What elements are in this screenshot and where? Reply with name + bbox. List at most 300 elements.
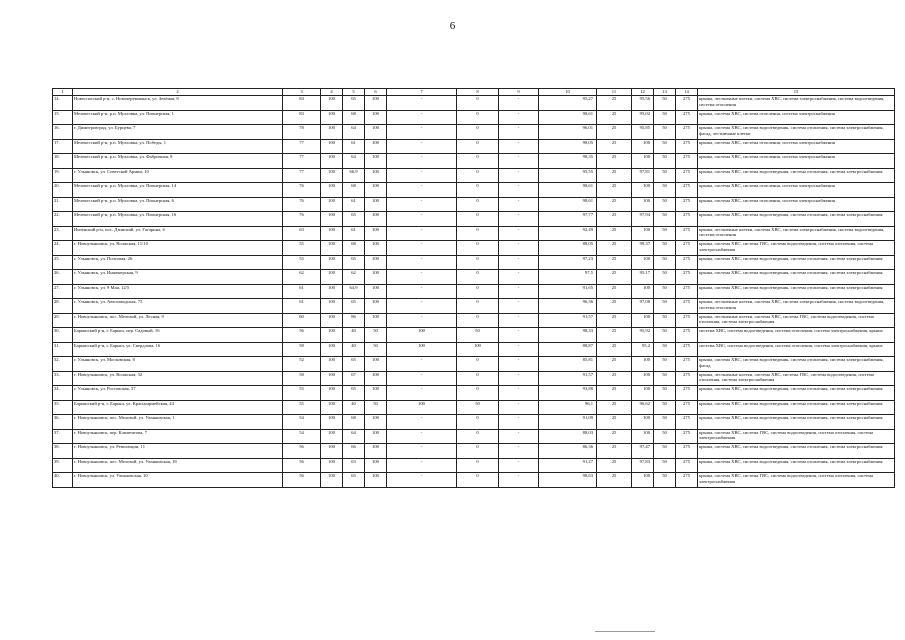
table-cell: 100 <box>365 386 387 401</box>
table-cell: 275 <box>676 299 698 314</box>
table-cell: 91,27 <box>539 458 597 473</box>
table-cell: 0 <box>457 168 499 183</box>
table-cell: 100 <box>632 473 654 488</box>
table-cell: 100 <box>321 284 343 299</box>
table-cell: 65 <box>343 386 365 401</box>
table-cell: 100 <box>321 255 343 270</box>
table-cell: 100 <box>365 168 387 183</box>
table-cell: 100 <box>632 226 654 241</box>
table-cell: 0 <box>457 183 499 198</box>
table-cell: 50 <box>654 429 676 444</box>
table-cell: 100 <box>387 342 457 357</box>
table-cell: - <box>387 415 457 430</box>
table-cell: 50 <box>654 299 676 314</box>
table-cell: - <box>499 444 539 459</box>
table-cell: 62 <box>283 270 321 285</box>
table-cell: 100 <box>321 270 343 285</box>
table-cell: г. Ульяновск, ул. Инженерская, 9 <box>73 270 283 285</box>
table-cell: 50 <box>654 386 676 401</box>
table-cell: 88,87 <box>539 342 597 357</box>
table-cell: 55 <box>283 241 321 256</box>
table-cell: 275 <box>676 386 698 401</box>
table-cell: 65 <box>343 212 365 227</box>
table-cell: 17. <box>53 139 73 154</box>
header-cell: 9 <box>499 89 539 96</box>
table-cell: 100 <box>365 197 387 212</box>
table-cell: 65 <box>343 96 365 111</box>
table-cell: 95,55 <box>539 168 597 183</box>
header-cell: 10 <box>539 89 597 96</box>
main-table-wrapper <box>52 88 894 488</box>
table-cell: г. Ульяновск, ул. Ростовская, 57 <box>73 386 283 401</box>
table-cell: 95,85 <box>632 125 654 140</box>
table-cell: 77 <box>283 139 321 154</box>
table-cell: - <box>499 429 539 444</box>
table-cell: 98,61 <box>539 183 597 198</box>
table-cell: 50 <box>654 415 676 430</box>
table-cell: крыша, система ХВС, система отопления, система электроснабжения <box>698 197 895 212</box>
table-cell: 50 <box>654 328 676 343</box>
table-cell: - <box>499 313 539 328</box>
table-cell: 37. <box>53 429 73 444</box>
table-cell: 91,65 <box>539 284 597 299</box>
table-cell: 0 <box>457 458 499 473</box>
table-cell: 0 <box>457 212 499 227</box>
header-cell: 14 <box>676 89 698 96</box>
table-row <box>53 255 895 270</box>
table-cell: 100 <box>632 139 654 154</box>
table-row <box>53 96 895 111</box>
table-cell: 275 <box>676 400 698 415</box>
table-cell: крыша, система ХВС, система водоотведения, система отопления, система электроснабжения <box>698 212 895 227</box>
table-cell: 50 <box>365 400 387 415</box>
header-cell: 1 <box>53 89 73 96</box>
table-cell: Барышский р-н, г. Барыш, ул. Красноармейская, 44 <box>73 400 283 415</box>
table-row <box>53 386 895 401</box>
table-cell: 98,63 <box>539 473 597 488</box>
table-cell: г. Димитровград, ул. Бурцева, 7 <box>73 125 283 140</box>
table-cell: 25 <box>597 429 632 444</box>
table-cell: - <box>499 371 539 386</box>
table-row <box>53 444 895 459</box>
table-cell: 0 <box>457 444 499 459</box>
table-cell: 100 <box>365 110 387 125</box>
table-cell: 96,1 <box>539 400 597 415</box>
table-cell: 56 <box>283 473 321 488</box>
table-cell: 100 <box>632 255 654 270</box>
table-row <box>53 371 895 386</box>
table-cell: 100 <box>365 183 387 198</box>
table-cell: 25 <box>597 96 632 111</box>
table-cell: крыша, система ХВС, система отопления, система электроснабжения <box>698 154 895 169</box>
table-row <box>53 212 895 227</box>
table-cell: 25 <box>597 328 632 343</box>
table-cell: 275 <box>676 226 698 241</box>
table-cell: крыша, система ХВС, система водоотведения, система отопления, система электроснабжения <box>698 415 895 430</box>
table-cell: система ХВС, система водоотведения, система отопления, система электроснабжения, крыша <box>698 328 895 343</box>
table-cell: 50 <box>654 444 676 459</box>
table-cell: 100 <box>365 458 387 473</box>
table-cell: 275 <box>676 154 698 169</box>
table-cell: крыша, система ХВС, система отопления, система электроснабжения <box>698 183 895 198</box>
table-cell: 100 <box>321 125 343 140</box>
table-cell: - <box>387 255 457 270</box>
table-cell: 50 <box>654 96 676 111</box>
table-cell: 100 <box>321 212 343 227</box>
table-cell: 40 <box>343 328 365 343</box>
table-cell: 50 <box>654 154 676 169</box>
table-cell: 25 <box>597 313 632 328</box>
table-cell: 26. <box>53 270 73 285</box>
table-cell: 100 <box>321 371 343 386</box>
table-cell: 50 <box>654 473 676 488</box>
table-cell: - <box>387 444 457 459</box>
scan-mark <box>595 631 655 632</box>
table-cell: 58 <box>283 371 321 386</box>
header-cell: 11 <box>597 89 632 96</box>
table-cell: 97,83 <box>632 458 654 473</box>
table-cell: 100 <box>365 313 387 328</box>
table-cell: 98,61 <box>539 110 597 125</box>
table-cell: 100 <box>632 154 654 169</box>
table-cell: 100 <box>321 299 343 314</box>
header-cell: 5 <box>343 89 365 96</box>
table-cell: крыша, система ХВС, система водоотведения, система отопления, система электроснабжения <box>698 270 895 285</box>
table-cell: 25 <box>597 342 632 357</box>
table-cell: 100 <box>632 386 654 401</box>
table-cell: 100 <box>365 284 387 299</box>
table-cell: - <box>387 357 457 372</box>
table-cell: 0 <box>457 197 499 212</box>
table-cell: - <box>387 473 457 488</box>
table-cell: Инзенский р-н, пос. Дзинский, ул. Гагарина, 4 <box>73 226 283 241</box>
table-cell: - <box>387 154 457 169</box>
table-cell: - <box>499 299 539 314</box>
table-cell: 25 <box>597 458 632 473</box>
table-cell: 88,03 <box>539 429 597 444</box>
table-cell: 38. <box>53 444 73 459</box>
table-cell: - <box>499 270 539 285</box>
table-cell: 275 <box>676 197 698 212</box>
table-cell: 29. <box>53 313 73 328</box>
table-cell: 100 <box>321 400 343 415</box>
table-cell: 30. <box>53 328 73 343</box>
table-cell: 275 <box>676 357 698 372</box>
table-cell: 40 <box>343 400 365 415</box>
table-cell: - <box>387 284 457 299</box>
table-cell: крыша, система ХВС, система водоотведения, система отопления, система электроснабжения <box>698 168 895 183</box>
table-cell: 275 <box>676 96 698 111</box>
table-cell: - <box>499 168 539 183</box>
table-cell: 77 <box>283 168 321 183</box>
table-row <box>53 270 895 285</box>
table-cell: 275 <box>676 255 698 270</box>
table-cell: 50 <box>654 255 676 270</box>
table-cell: - <box>387 168 457 183</box>
table-cell: 0 <box>457 125 499 140</box>
table-cell: 25 <box>597 386 632 401</box>
table-cell: г. Ульяновск, ул. Автозаводская, 75 <box>73 299 283 314</box>
table-cell: 19. <box>53 168 73 183</box>
table-cell: 0 <box>457 154 499 169</box>
header-cell: 2 <box>73 89 283 96</box>
table-cell: крыша, лестничные клетки, система ХВС, система электроснабжения, система водоотведения, система отопления <box>698 96 895 111</box>
table-cell: крыша, система ХВС, система водоотведения, система отопления, система электроснабжения, фасад, лестничные клетки <box>698 125 895 140</box>
table-cell: 0 <box>457 226 499 241</box>
table-cell: - <box>499 255 539 270</box>
table-cell: 61 <box>343 226 365 241</box>
table-cell: 86 <box>343 313 365 328</box>
table-cell: 56 <box>283 458 321 473</box>
table-cell: 66,9 <box>343 168 365 183</box>
table-cell: - <box>387 386 457 401</box>
header-cell: 12 <box>632 89 654 96</box>
table-cell: 65 <box>343 357 365 372</box>
table-cell: 40. <box>53 473 73 488</box>
table-cell: 95,2 <box>632 342 654 357</box>
table-cell: Мелекесский р-н, р.п. Мулловка, ул. Победы, 1 <box>73 139 283 154</box>
table-cell: 100 <box>321 154 343 169</box>
table-cell: 33. <box>53 371 73 386</box>
table-cell: Мелекесский р-н, р.п. Мулловка, ул. Пионерская, 14 <box>73 183 283 198</box>
table-cell: 100 <box>365 139 387 154</box>
table-cell: 23. <box>53 226 73 241</box>
table-cell: 25 <box>597 255 632 270</box>
table-cell: 100 <box>632 197 654 212</box>
table-cell: 100 <box>321 415 343 430</box>
table-cell: 68 <box>343 110 365 125</box>
table-cell: 100 <box>365 357 387 372</box>
table-cell: 275 <box>676 429 698 444</box>
table-row <box>53 328 895 343</box>
table-cell: 98,05 <box>539 139 597 154</box>
table-cell: 100 <box>321 357 343 372</box>
table-row <box>53 473 895 488</box>
table-cell: 100 <box>365 241 387 256</box>
table-cell: - <box>387 371 457 386</box>
table-cell: - <box>387 183 457 198</box>
table-cell: 78 <box>283 125 321 140</box>
table-cell: 0 <box>457 299 499 314</box>
table-cell: 64 <box>343 154 365 169</box>
table-cell: 25 <box>597 473 632 488</box>
table-cell: 0 <box>457 255 499 270</box>
table-cell: 65 <box>343 255 365 270</box>
table-cell: 25 <box>597 444 632 459</box>
table-cell: 100 <box>321 183 343 198</box>
table-cell: 100 <box>632 371 654 386</box>
table-cell: 50 <box>654 241 676 256</box>
table-body <box>53 96 895 488</box>
table-cell: 52 <box>283 357 321 372</box>
table-cell: 27. <box>53 284 73 299</box>
table-cell: 100 <box>632 313 654 328</box>
table-row <box>53 197 895 212</box>
table-cell: крыша, система ХВС, система водоотведения, система отопления, система электроснабжения <box>698 386 895 401</box>
table-cell: - <box>499 241 539 256</box>
table-cell: 95,27 <box>539 96 597 111</box>
table-cell: крыша, система ХВС, система водоотведения, система отопления, система электроснабжения <box>698 284 895 299</box>
table-cell: 0 <box>457 96 499 111</box>
table-cell: крыша, система ХВС, система водоотведения, система отопления, система электроснабжения <box>698 400 895 415</box>
table-cell: 100 <box>632 284 654 299</box>
table-cell: 50 <box>654 183 676 198</box>
table-cell: 97,08 <box>632 299 654 314</box>
header-cell: 7 <box>387 89 457 96</box>
table-cell: - <box>387 429 457 444</box>
table-row <box>53 168 895 183</box>
table-cell: 100 <box>321 226 343 241</box>
table-cell: г. Ульяновск, ул. Московская, 8 <box>73 357 283 372</box>
table-cell: 56 <box>283 444 321 459</box>
table-cell: 76 <box>283 197 321 212</box>
table-cell: 95,92 <box>632 328 654 343</box>
table-cell: - <box>499 342 539 357</box>
table-cell: 54 <box>283 429 321 444</box>
table-row <box>53 110 895 125</box>
table-cell: Барышский р-н, г. Барыш, пер. Садовый, 16 <box>73 328 283 343</box>
header-cell: 15 <box>698 89 895 96</box>
table-cell: 61 <box>343 197 365 212</box>
table-cell: 91,09 <box>539 415 597 430</box>
table-cell: 24. <box>53 241 73 256</box>
table-cell: 0 <box>457 139 499 154</box>
table-cell: 32. <box>53 357 73 372</box>
table-cell: 100 <box>321 444 343 459</box>
table-cell: 25 <box>597 357 632 372</box>
table-cell: 64 <box>343 125 365 140</box>
table-row <box>53 154 895 169</box>
table-cell: - <box>499 357 539 372</box>
table-cell: 55 <box>283 400 321 415</box>
table-cell: 100 <box>365 473 387 488</box>
table-cell: 0 <box>457 270 499 285</box>
table-cell: 34. <box>53 386 73 401</box>
header-cell: 6 <box>365 89 387 96</box>
table-cell: 18. <box>53 154 73 169</box>
table-cell: 100 <box>365 371 387 386</box>
table-cell: 91,57 <box>539 313 597 328</box>
table-cell: 98,35 <box>539 154 597 169</box>
table-cell: 275 <box>676 415 698 430</box>
table-row <box>53 429 895 444</box>
table-cell: 92,49 <box>539 226 597 241</box>
table-cell: г. Ульяновск, ул. Советской Армии, 10 <box>73 168 283 183</box>
table-cell: - <box>387 226 457 241</box>
table-cell: - <box>499 125 539 140</box>
table-cell: 35. <box>53 400 73 415</box>
table-cell: крыша, система ХВС, система водоотведения, система отопления, система электроснабжения <box>698 458 895 473</box>
table-cell: 77 <box>283 154 321 169</box>
table-cell: - <box>499 154 539 169</box>
table-cell: 100 <box>457 342 499 357</box>
table-cell: 61 <box>283 299 321 314</box>
table-cell: 50 <box>654 125 676 140</box>
table-cell: 36. <box>53 415 73 430</box>
header-cell: 3 <box>283 89 321 96</box>
table-cell: 39. <box>53 458 73 473</box>
table-cell: 93,88 <box>539 386 597 401</box>
table-cell: 98,33 <box>539 328 597 343</box>
table-cell: 275 <box>676 444 698 459</box>
table-cell: 100 <box>365 255 387 270</box>
table-cell: 100 <box>321 139 343 154</box>
table-cell: 63 <box>283 226 321 241</box>
table-cell: 25 <box>597 270 632 285</box>
table-cell: - <box>387 458 457 473</box>
table-row <box>53 313 895 328</box>
table-cell: - <box>387 241 457 256</box>
table-cell: 100 <box>321 473 343 488</box>
table-cell: 0 <box>457 429 499 444</box>
table-cell: 25 <box>597 400 632 415</box>
table-cell: 50 <box>654 110 676 125</box>
table-cell: 31. <box>53 342 73 357</box>
table-cell: 0 <box>457 386 499 401</box>
table-cell: 84 <box>283 96 321 111</box>
table-cell: 28. <box>53 299 73 314</box>
table-cell: 100 <box>365 444 387 459</box>
table-cell: 50 <box>654 284 676 299</box>
table-cell: 0 <box>457 110 499 125</box>
table-cell: - <box>387 197 457 212</box>
table-cell: 91,57 <box>539 371 597 386</box>
table-cell: 86,36 <box>539 444 597 459</box>
table-cell: 275 <box>676 241 698 256</box>
table-cell: Новоспасский р-н, с. Новочеремшанск, ул. Зелёная, 8 <box>73 96 283 111</box>
table-cell: крыша, система ХВС, система отопления, система электроснабжения <box>698 139 895 154</box>
table-cell: 275 <box>676 328 698 343</box>
table-cell: 50 <box>365 342 387 357</box>
table-cell: 100 <box>365 226 387 241</box>
table-cell: 21. <box>53 197 73 212</box>
table-cell: 275 <box>676 473 698 488</box>
table-cell: - <box>499 139 539 154</box>
table-cell: 96,62 <box>632 400 654 415</box>
table-row <box>53 458 895 473</box>
table-cell: 68 <box>343 241 365 256</box>
table-cell: 100 <box>632 183 654 198</box>
table-cell: г. Новоульяновск, пос. Меловой, ул. Ульяновская, 1 <box>73 415 283 430</box>
table-row <box>53 357 895 372</box>
table-row <box>53 183 895 198</box>
table-cell: система ХВС, система водоотведения, система отопления, система электроснабжения, крыша <box>698 342 895 357</box>
table-cell: г. Новоульяновск, пос. Меловой, ул. Ульяновская, 18 <box>73 458 283 473</box>
table-cell: 25 <box>597 415 632 430</box>
table-cell: 22. <box>53 212 73 227</box>
table-cell: 88,05 <box>539 241 597 256</box>
table-cell: - <box>499 400 539 415</box>
table-cell: 50 <box>654 212 676 227</box>
table-cell: - <box>499 386 539 401</box>
table-cell: крыша, система ХВС, система ГВС, система водоотведения, система отопления, система электроснабжения <box>698 241 895 256</box>
table-cell: 65 <box>343 473 365 488</box>
table-cell: 25. <box>53 255 73 270</box>
table-cell: 0 <box>457 415 499 430</box>
table-cell: 100 <box>321 96 343 111</box>
table-cell: 100 <box>321 328 343 343</box>
data-table <box>52 88 895 488</box>
table-cell: 61 <box>343 139 365 154</box>
table-cell: г. Новоульяновск, ул. Ульяновская, 10 <box>73 473 283 488</box>
table-cell: крыша, лестничные клетки, система ХВС, система ГВС, система водоотведения, система отопления, система электроснабжения <box>698 313 895 328</box>
table-cell: 275 <box>676 168 698 183</box>
table-cell: 64 <box>343 429 365 444</box>
table-cell: 275 <box>676 212 698 227</box>
table-cell: 275 <box>676 183 698 198</box>
table-cell: 0 <box>457 473 499 488</box>
table-cell: 275 <box>676 125 698 140</box>
